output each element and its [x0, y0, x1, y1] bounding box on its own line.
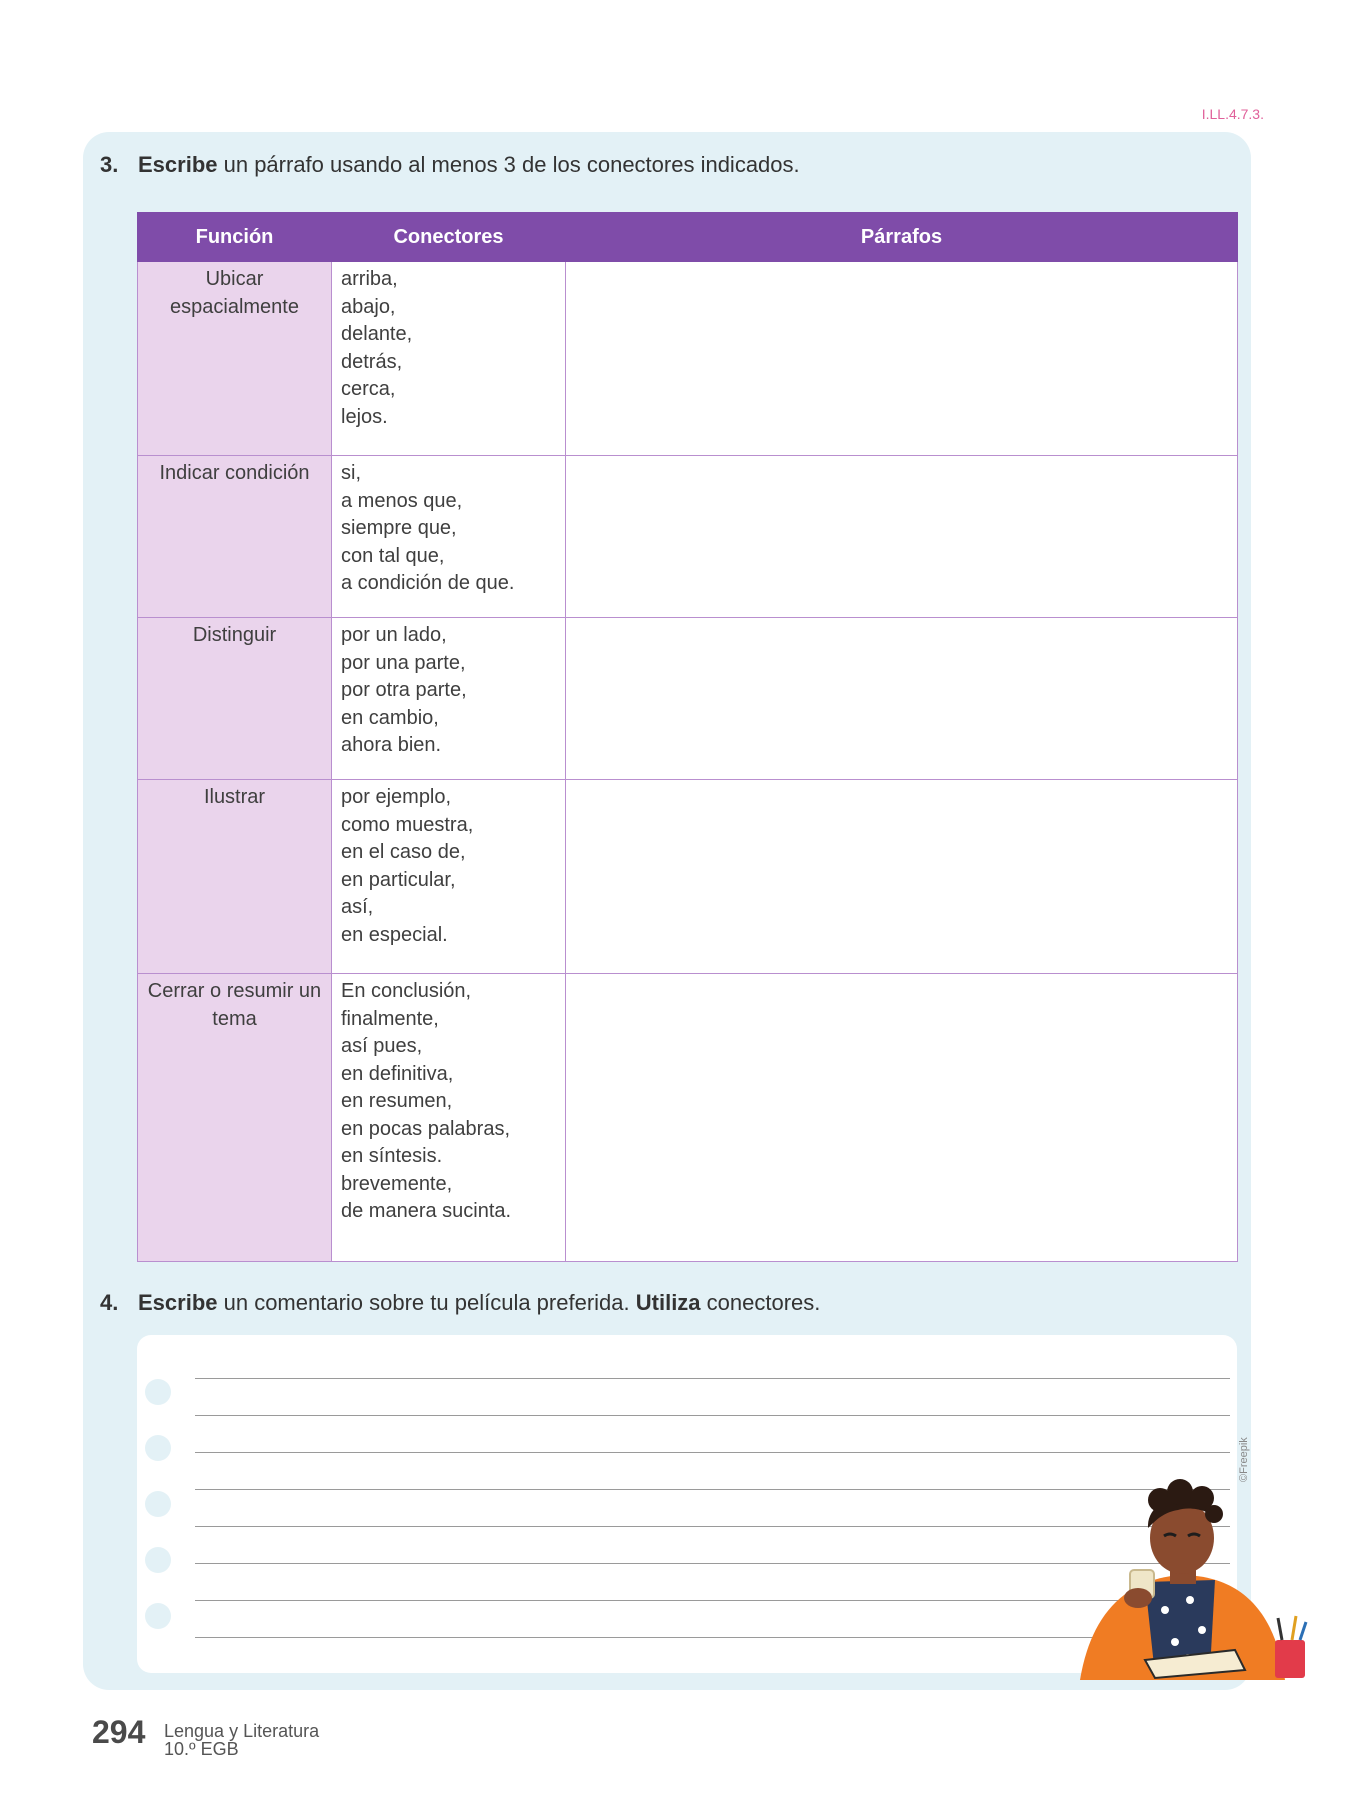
student-reading-illustration: [1060, 1470, 1320, 1680]
paragraph-answer-cell[interactable]: [566, 262, 1238, 456]
writing-line: [195, 1452, 1230, 1453]
exercise-3-instruction: [100, 152, 800, 178]
table-row: [138, 974, 1238, 1262]
footer-subject-block: [164, 1722, 319, 1758]
function-cell: Indicar condición: [138, 456, 332, 618]
connector-item: cerca,: [341, 378, 396, 400]
function-cell: Ubicar espacialmente: [138, 262, 332, 456]
page-number: 294: [92, 1714, 146, 1750]
exercise-4-verb: Escribe: [138, 1290, 218, 1315]
connector-item: siempre que,: [341, 517, 457, 539]
connector-item: por otra parte,: [341, 679, 467, 701]
connector-item: detrás,: [341, 350, 403, 373]
connector-item: como muestra,: [341, 813, 474, 836]
connector-item: con tal que,: [341, 544, 445, 567]
connectors-cell: [332, 780, 566, 974]
notebook-ring-icon: [145, 1547, 171, 1573]
paragraph-answer-cell[interactable]: [566, 974, 1238, 1262]
connectors-cell: [332, 262, 566, 456]
connectors-cell: [332, 456, 566, 618]
notebook-ring-icon: [145, 1379, 171, 1405]
connector-item: arriba,: [341, 268, 398, 290]
paragraph-answer-cell[interactable]: [566, 618, 1238, 780]
connector-item: a condición de que.: [341, 572, 515, 594]
connectors-cell: [332, 618, 566, 780]
function-cell: Ilustrar: [138, 780, 332, 974]
connector-item: así,: [341, 896, 374, 918]
connector-item: En conclusión,: [341, 980, 472, 1002]
exercise-3-text: un párrafo usando al menos 3 de los conectores indicados.: [217, 152, 800, 177]
connector-item: ahora bien.: [341, 734, 442, 756]
paragraph-answer-cell[interactable]: [566, 780, 1238, 974]
header-function: Función: [138, 213, 332, 262]
table-header-row: [138, 213, 1238, 262]
connector-item: por un lado,: [341, 624, 447, 646]
connector-item: delante,: [341, 323, 413, 345]
connector-item: abajo,: [341, 295, 396, 318]
table-row: [138, 262, 1238, 456]
connector-item: por ejemplo,: [341, 786, 452, 808]
exercise-4-text: un comentario sobre tu película preferida.: [217, 1290, 636, 1315]
connectors-cell: [332, 974, 566, 1262]
connector-item: en síntesis.: [341, 1145, 443, 1167]
exercise-4-instruction: [100, 1290, 820, 1316]
connector-item: lejos.: [341, 405, 388, 428]
connectors-table: [137, 212, 1237, 1262]
exercise-4-text-end: conectores.: [700, 1290, 821, 1315]
table-row: [138, 780, 1238, 974]
connector-item: en pocas palabras,: [341, 1117, 511, 1140]
image-credit: ©Freepik: [1238, 1437, 1250, 1482]
header-paragraphs: Párrafos: [566, 213, 1238, 262]
footer-grade: 10.º EGB: [164, 1739, 239, 1759]
writing-line: [195, 1378, 1230, 1379]
connector-item: en resumen,: [341, 1090, 453, 1112]
connector-item: en cambio,: [341, 706, 439, 729]
exercise-3-number: 3.: [100, 152, 119, 177]
connector-item: en el caso de,: [341, 841, 466, 863]
connector-item: de manera sucinta.: [341, 1200, 512, 1222]
connector-item: así pues,: [341, 1035, 423, 1057]
connector-item: en particular,: [341, 868, 456, 891]
exercise-4-number: 4.: [100, 1290, 119, 1315]
table-row: [138, 618, 1238, 780]
connector-item: a menos que,: [341, 489, 463, 512]
notebook-ring-icon: [145, 1435, 171, 1461]
paragraph-answer-cell[interactable]: [566, 456, 1238, 618]
exercise-3-verb: Escribe: [138, 152, 218, 177]
notebook-ring-icon: [145, 1603, 171, 1629]
writing-line: [195, 1415, 1230, 1416]
connector-item: en definitiva,: [341, 1062, 454, 1085]
function-cell: Distinguir: [138, 618, 332, 780]
header-connectors: Conectores: [332, 213, 566, 262]
curriculum-code: I.LL.4.7.3.: [1201, 106, 1264, 122]
footer-subject: Lengua y Literatura: [164, 1721, 320, 1741]
exercise-4-verb-2: Utiliza: [635, 1290, 701, 1315]
connector-item: por una parte,: [341, 651, 466, 674]
connector-item: finalmente,: [341, 1007, 439, 1030]
function-cell: Cerrar o resumir un tema: [138, 974, 332, 1262]
table-row: [138, 456, 1238, 618]
connector-item: si,: [341, 462, 361, 484]
connector-item: en especial.: [341, 923, 448, 946]
connector-item: brevemente,: [341, 1172, 453, 1195]
notebook-ring-icon: [145, 1491, 171, 1517]
